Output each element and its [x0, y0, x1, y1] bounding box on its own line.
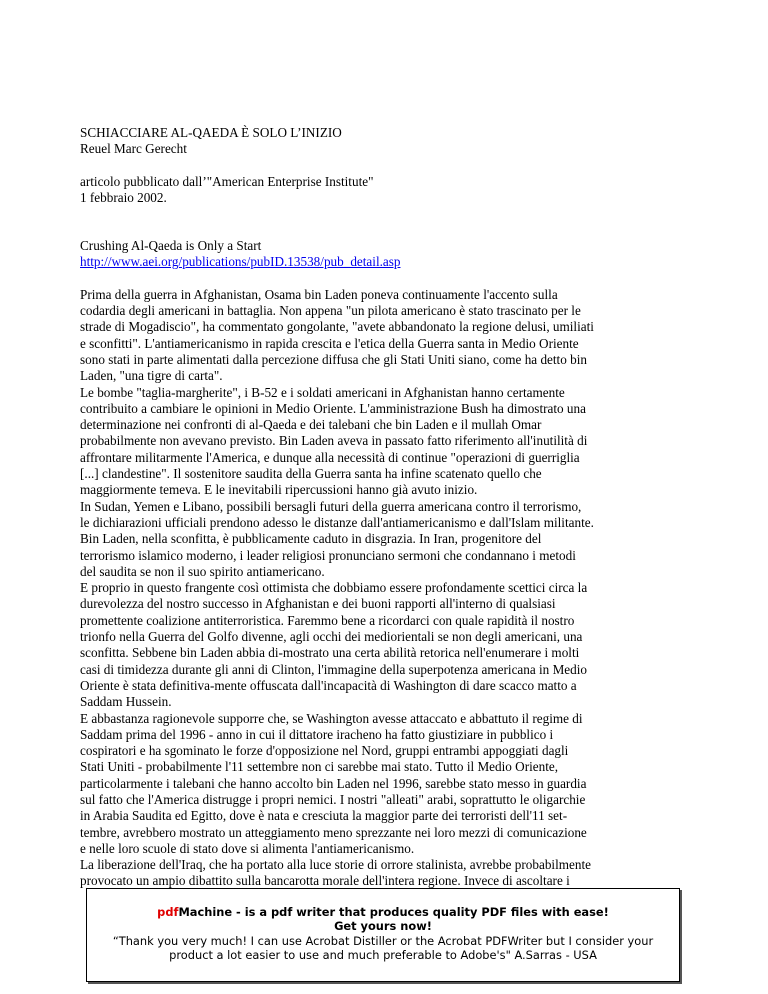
body-line: Stati Uniti - probabilmente l'11 settembre non ci sarebbe mai stato. Tutto il Medio Oriente, — [80, 759, 559, 775]
body-line: determinazione nei confronti di al-Qaeda e dei talebani che bin Laden e il mullah Omar — [80, 417, 542, 433]
body-line: trionfo nella Guerra del Golfo divenne, agli occhi dei mediorientali se non degli americani, una — [80, 629, 583, 645]
article-body — [80, 287, 700, 890]
body-line: le dichiarazioni ufficiali prendono adesso le distanze dall'antiamericanismo e dall'Islam militante. — [80, 514, 594, 530]
body-line: Laden, "una tigre di carta". — [80, 368, 223, 384]
body-line: [...] clandestine". Il sostenitore saudita della Guerra santa ha infine scatenato quello che — [80, 466, 542, 482]
publication-date: 1 febbraio 2002. — [80, 189, 167, 205]
spacer — [80, 158, 700, 174]
body-line: affrontare militarmente l'America, e dunque alla necessità di continue "operazioni di guerriglia — [80, 449, 580, 465]
body-line: terrorismo islamico moderno, i leader religiosi pronunciano sermoni che condannano i metodi — [80, 547, 576, 563]
footer-headline-text: Machine - is a pdf writer that produces quality PDF files with ease! — [178, 905, 609, 919]
footer-testimonial-line-2: product a lot easier to use and much preferable to Adobe's" A.Sarras - USA — [169, 948, 597, 963]
english-title: Crushing Al-Qaeda is Only a Start — [80, 238, 262, 254]
body-line: Prima della guerra in Afghanistan, Osama bin Laden poneva continuamente l'accento sulla — [80, 286, 558, 302]
body-line: promettente coalizione antiterroristica. Faremmo bene a ricordarci con quale rapidità il nostro — [80, 612, 575, 628]
pdfmachine-brand: pdf — [157, 905, 179, 919]
body-line: In Sudan, Yemen e Libano, possibili bersagli futuri della guerra americana contro il terrorismo, — [80, 498, 582, 514]
footer-testimonial-line-1: “Thank you very much! I can use Acrobat Distiller or the Acrobat PDFWriter but I consider your — [112, 933, 654, 948]
body-line: E abbastanza ragionevole supporre che, se Washington avesse attaccato e abbattuto il regime di — [80, 710, 583, 726]
body-line: sono stati in parte alimentati dalla percezione diffusa che gli Stati Uniti siano, come ha detto bin — [80, 351, 587, 367]
body-line: casi di timidezza durante gli anni di Clinton, l'immagine della superpotenza americana in Medio — [80, 661, 588, 677]
article-title: SCHIACCIARE AL-QAEDA È SOLO L’INIZIO — [80, 125, 342, 140]
article-author: Reuel Marc Gerecht — [80, 141, 187, 157]
body-line: tembre, avrebbero mostrato un atteggiamento meno sprezzante nei loro mezzi di comunicazione — [80, 824, 587, 840]
body-line: in Arabia Saudita ed Egitto, dove è nata e cresciuta la maggior parte dei terroristi dell'11 set- — [80, 808, 568, 824]
body-line: particolarmente i talebani che hanno accolto bin Laden nel 1996, sarebbe stato messo in guardia — [80, 775, 587, 791]
body-line: strade di Mogadiscio", ha commentato gongolante, "avete abbandonato la regione delusi, umiliati — [80, 319, 594, 335]
body-line: Le bombe "taglia-margherite", i B-52 e i soldati americani in Afghanistan hanno certamente — [80, 384, 565, 400]
body-line: e sconfitti". L'antiamericanismo in rapida crescita e l'etica della Guerra santa in Medio Oriente — [80, 335, 579, 351]
body-line: sconfitta. Sebbene bin Laden abbia di-mostrato una certa abilità retorica nell'enumerare i molti — [80, 645, 580, 661]
body-line: La liberazione dell'Iraq, che ha portato alla luce storie di orrore stalinista, avrebbe probabilmente — [80, 857, 591, 873]
body-line: sul fatto che l'America distrugge i propri nemici. I nostri "alleati" arabi, soprattutto le oligarchie — [80, 791, 586, 807]
spacer — [80, 271, 700, 287]
document-page — [80, 125, 700, 890]
body-line: probabilmente non avevano previsto. Bin Laden aveva in passato fatto riferimento all'inutilità di — [80, 433, 588, 449]
body-line: del saudita se non il suo spirito antiamericano. — [80, 563, 325, 579]
body-line: maggiormente temeva. E le inevitabili ripercussioni hanno già avuto inizio. — [80, 482, 478, 498]
footer-headline — [87, 905, 679, 919]
body-line: Oriente è stata definitiva-mente offuscata dall'incapacità di Washington di dare scacco matto a — [80, 677, 577, 693]
publication-note: articolo pubblicato dall’"American Enterprise Institute" — [80, 173, 374, 189]
spacer — [80, 206, 700, 238]
body-line: codardia degli americani in battaglia. Non appena "un pilota americano è stato trascinato per le — [80, 303, 581, 319]
source-link[interactable]: http://www.aei.org/publications/pubID.13538/pub_detail.asp — [80, 254, 401, 270]
body-line: Bin Laden, nella sconfitta, è pubblicamente caduto in disgrazia. In Iran, progenitore del — [80, 531, 542, 547]
body-line: Saddam Hussein. — [80, 694, 172, 710]
body-line: cospiratori e ha sgominato le forze d'opposizione nel Nord, gruppi entrambi appoggiati dagli — [80, 743, 569, 759]
body-line: E proprio in questo frangente così ottimista che dobbiamo essere profondamente scettici circa la — [80, 580, 588, 596]
body-line: e nelle loro scuole di stato dove si alimenta l'antiamericanismo. — [80, 840, 415, 856]
body-line: contribuito a cambiare le opinioni in Medio Oriente. L'amministrazione Bush ha dimostrato una — [80, 400, 586, 416]
body-line: Saddam prima del 1996 - anno in cui il dittatore iracheno ha fatto giustiziare in pubblico i — [80, 726, 554, 742]
footer-cta: Get yours now! — [334, 919, 432, 934]
pdfmachine-footer-banner — [86, 888, 680, 982]
body-line: provocato un ampio dibattito sulla bancarotta morale dell'intera regione. Invece di ascoltare i — [80, 873, 570, 889]
body-line: durevolezza del nostro successo in Afghanistan e dei buoni rapporti all'interno di qualsiasi — [80, 596, 556, 612]
